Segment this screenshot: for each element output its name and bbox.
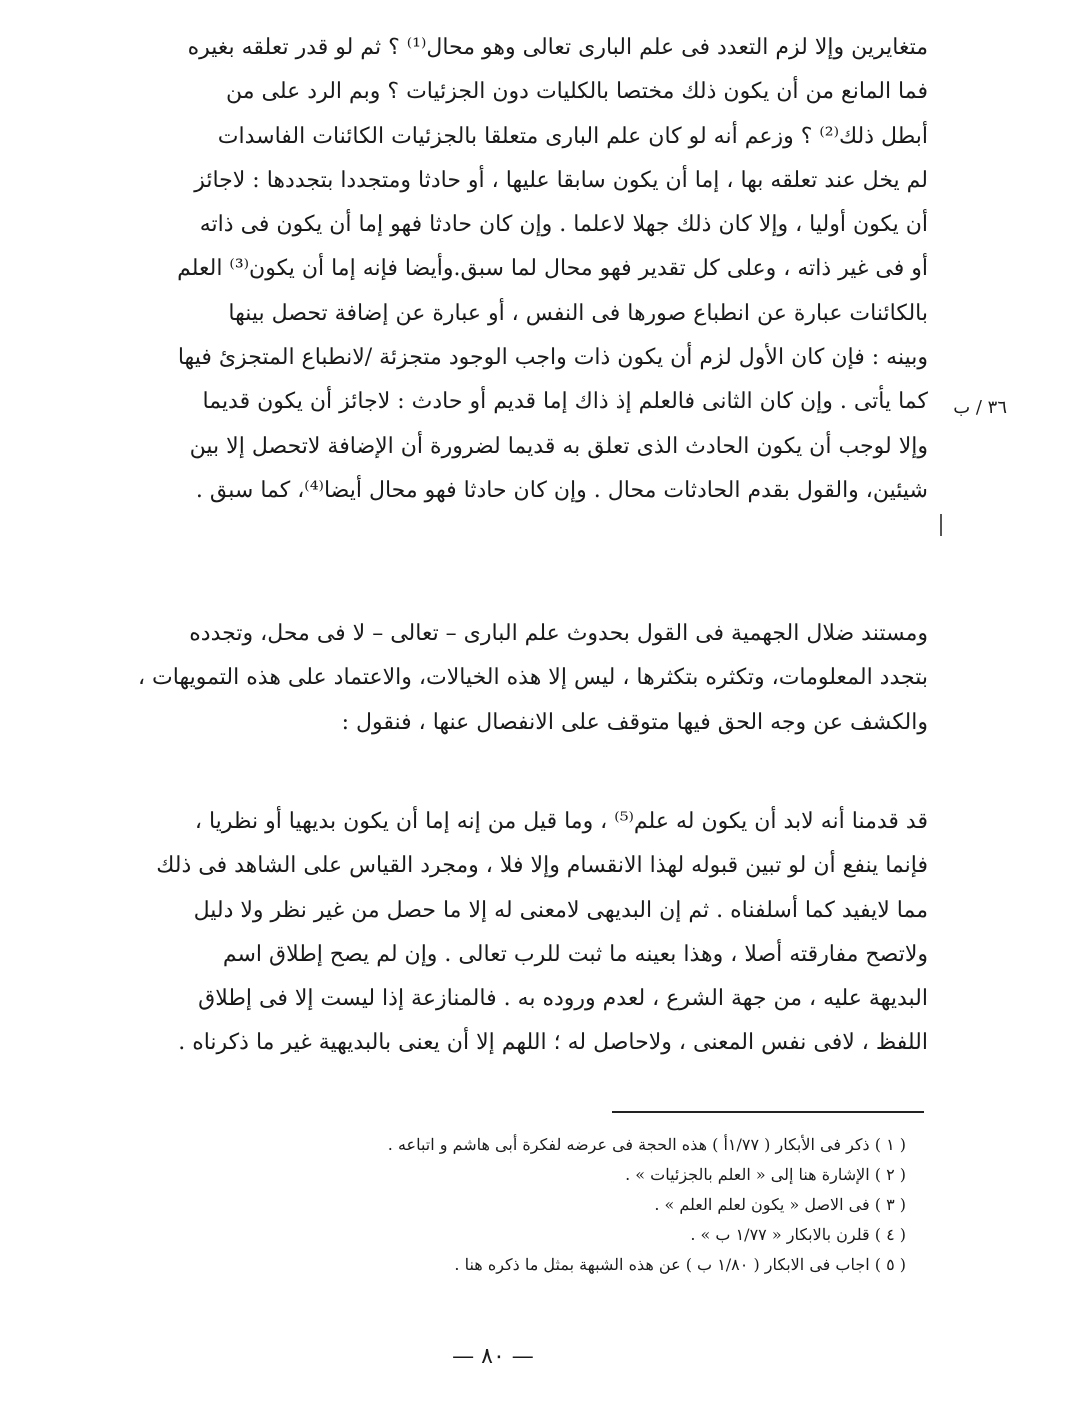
margin-mark: [940, 514, 942, 536]
text-line: وبينه : فإن كان الأول لزم أن يكون ذات واجب الوجود متجزئة /لانطباع المتجزئ فيها: [177, 345, 928, 371]
paragraph-3: [88, 800, 928, 1066]
text-line: مما لايفيد كما أسلفناه . ثم إن البديهى لامعنى له إلا ما حصل من غير نظر ولا دليل: [193, 897, 928, 923]
text-line: أو فى غير ذاته ، وعلى كل تقدير فهو محال لما سبق.وأيضا فإنه إما أن يكون⁽³⁾ العلم: [177, 256, 928, 282]
footnote: ( ٥ ) اجاب فى الابكار ( ١/٨٠ ب ) عن هذه الشبهة بمثل ما ذكره هنا .: [454, 1255, 906, 1274]
text-line: أبطل ذلك⁽²⁾ ؟ وزعم أنه لو كان علم البارى متعلقا بالجزئيات الكائنات الفاسدات: [217, 123, 928, 149]
text-line: البديهة عليه ، من جهة الشرع ، لعدم وروده به . فالمنازعة إذا ليست إلا فى إطلاق: [198, 986, 928, 1012]
text-line: بالكائنات عبارة عن انطباع صورها فى النفس ، أو عبارة عن إضافة تحصل بينها: [228, 300, 928, 326]
footnote: ( ١ ) ذكر فى الأبكار ( ١/٧٧أ ) هذه الحجة فى عرضه لفكرة أبى هاشم و اتباعه .: [387, 1135, 906, 1154]
paragraph-1: [88, 26, 928, 513]
manuscript-folio-marker: ٣٦ / ب: [953, 397, 1007, 418]
text-line: أن يكون أوليا ، وإلا كان ذلك جهلا لاعلما . وإن كان حادثا فهو إما أن يكون فى ذاته: [199, 212, 928, 238]
text-line: كما يأتى . وإن كان الثانى فالعلم إذ ذاك إما قديم أو حادث : لاجائز أن يكون قديما: [202, 389, 928, 415]
text-line: قد قدمنا أنه لابد أن يكون له علم⁽⁵⁾ ، وما قيل من إنه إما أن يكون بديهيا أو نظريا ،: [194, 809, 928, 834]
text-line: فإنما ينفع أن لو تبين قبوله لهذا الانقسام وإلا فلا ، ومجرد القياس على الشاهد فى ذلك: [156, 853, 928, 879]
page-number: — ٨٠ —: [452, 1344, 534, 1369]
footnote: ( ٤ ) قلرن بالابكار « ١/٧٧ ب » .: [690, 1225, 906, 1244]
footnotes: [300, 1130, 906, 1280]
text-line: اللفظ ، لافى نفس المعنى ، ولاحاصل له ؛ اللهم إلا أن يعنى بالبديهية غير ما ذكرناه .: [178, 1030, 928, 1056]
text-line: لم يخل عند تعلقه بها ، إما أن يكون سابقا عليها ، أو حادثا ومتجددا بتجددها : لاجائز: [194, 167, 928, 193]
text-line: ومستند ضلال الجهمية فى القول بحدوث علم البارى – تعالى – لا فى محل، وتجدده: [189, 621, 928, 646]
text-line: فما المانع من أن يكون ذلك مختصا بالكليات دون الجزئيات ؟ وبم الرد على من: [226, 79, 928, 105]
footnote-separator: [612, 1111, 924, 1113]
text-line: ولاتصح مفارقته أصلا ، وهذا بعينه ما ثبت للرب تعالى . وإن لم يصح إطلاق اسم: [222, 941, 928, 967]
text-line: متغايرين وإلا لزم التعدد فى علم البارى تعالى وهو محال⁽¹⁾ ؟ ثم لو قدر تعلقه بغيره: [187, 35, 928, 60]
paragraph-2: [88, 612, 928, 745]
text-line: شيئين، والقول بقدم الحادثات محال . وإن كان حادثا فهو محال أيضا⁽⁴⁾، كما سبق .: [195, 477, 928, 503]
text-line: وإلا لوجب أن يكون الحادث الذى تعلق به قديما لضرورة أن الإضافة لاتحصل إلا بين: [189, 433, 928, 459]
text-line: والكشف عن وجه الحق فيها متوقف على الانفصال عنها ، فنقول :: [341, 709, 928, 735]
footnote: ( ٢ ) الإشارة هنا إلى « العلم بالجزئيات » .: [625, 1165, 906, 1184]
text-line: بتجدد المعلومات، وتكثره بتكثرها ، ليس إلا هذه الخيالات، والاعتماد على هذه التمويهات ،: [137, 665, 928, 691]
footnote: ( ٣ ) فى الاصل « يكون لعلم العلم » .: [654, 1195, 906, 1214]
